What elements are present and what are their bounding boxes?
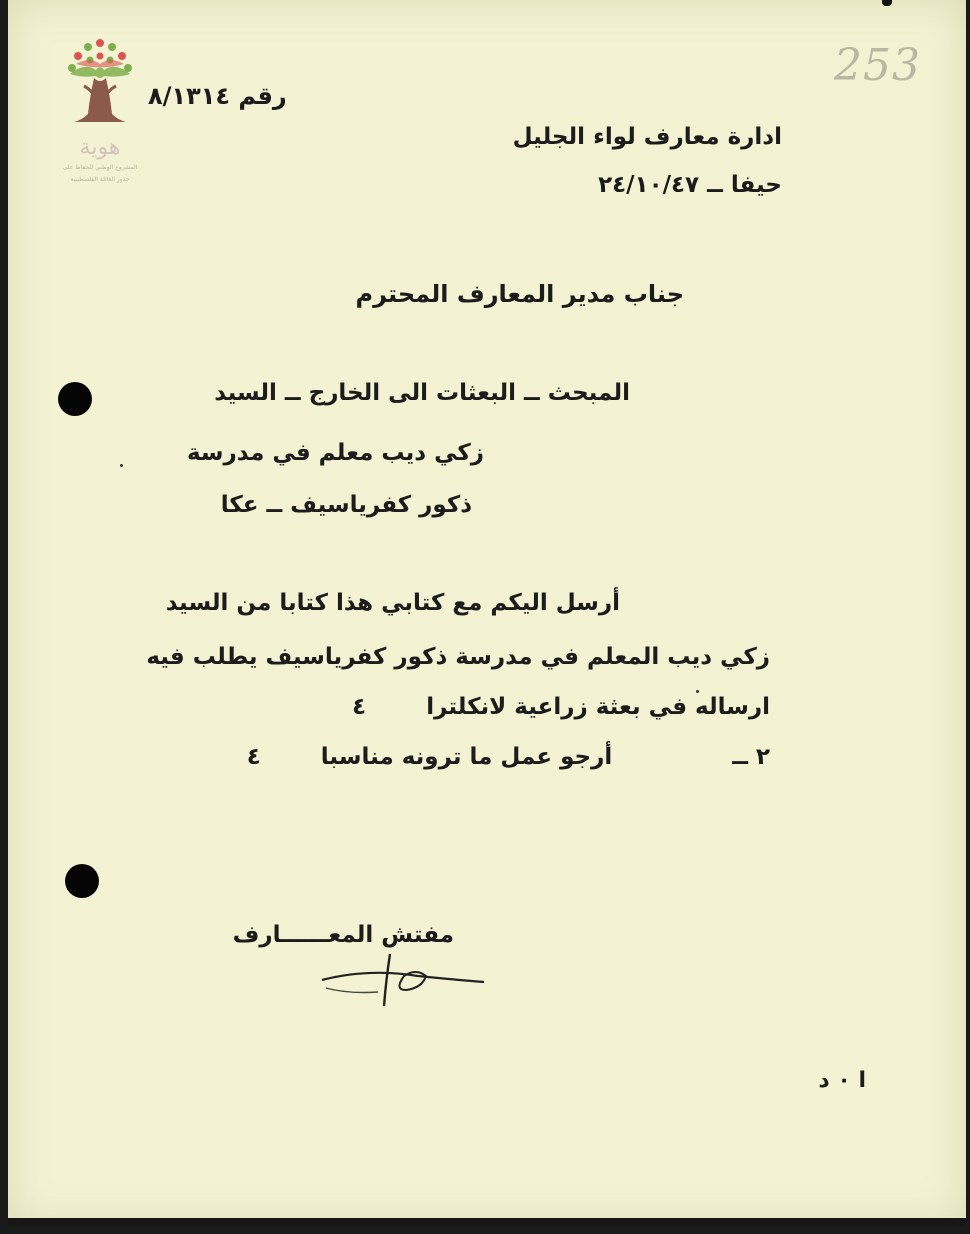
body-line-4-number: ٢ ــ bbox=[732, 744, 770, 770]
corner-mark bbox=[882, 0, 892, 6]
body-line-3 bbox=[352, 694, 770, 720]
document-page bbox=[8, 0, 966, 1226]
subject-line-3: ذكور كفرياسيف ــ عكا bbox=[220, 492, 472, 518]
hawiya-logo bbox=[52, 34, 148, 194]
body-line-2: زكي ديب المعلم في مدرسة ذكور كفرياسيف يطلب فيه bbox=[146, 644, 770, 670]
signatory-title: مفتش المعــــــارف bbox=[232, 922, 454, 948]
body-line-4-end: ٤ bbox=[246, 744, 261, 770]
paper-speck bbox=[120, 464, 123, 467]
initials: ا ٠ د bbox=[818, 1068, 866, 1093]
page-number: 253 bbox=[834, 40, 921, 91]
scan-border bbox=[8, 1218, 966, 1226]
logo-wordmark: هوية bbox=[79, 135, 121, 160]
handwritten-signature bbox=[308, 950, 498, 1020]
punch-hole-top bbox=[58, 382, 92, 416]
body-line-3-text: ارساله في بعثة زراعية لانكلترا bbox=[426, 694, 770, 720]
body-line-1: أرسل اليكم مع كتابي هذا كتابا من السيد bbox=[165, 590, 620, 616]
paper-speck bbox=[696, 690, 699, 693]
body-line-4 bbox=[247, 744, 770, 770]
subject-line-2: زكي ديب معلم في مدرسة bbox=[186, 440, 484, 466]
punch-hole-bottom bbox=[65, 864, 99, 898]
department-name: ادارة معارف لواء الجليل bbox=[512, 124, 782, 150]
logo-tagline-2: جذور العائلة الفلسطينية bbox=[70, 176, 130, 183]
salutation: جناب مدير المعارف المحترم bbox=[355, 280, 684, 308]
subject-line-1: المبحث ــ البعثات الى الخارج ــ السيد bbox=[214, 380, 630, 406]
tree-logo-icon bbox=[60, 34, 140, 134]
logo-tagline-1: المشروع الوطني للحفاظ على bbox=[62, 164, 138, 171]
reference-number: رقم ٨/١٣١٤ bbox=[148, 82, 287, 110]
place-date: حيفا ــ ٢٤/١٠/٤٧ bbox=[598, 172, 782, 198]
body-line-4-text: أرجو عمل ما ترونه مناسبا bbox=[320, 744, 613, 770]
body-line-3-end: ٤ bbox=[352, 694, 367, 720]
